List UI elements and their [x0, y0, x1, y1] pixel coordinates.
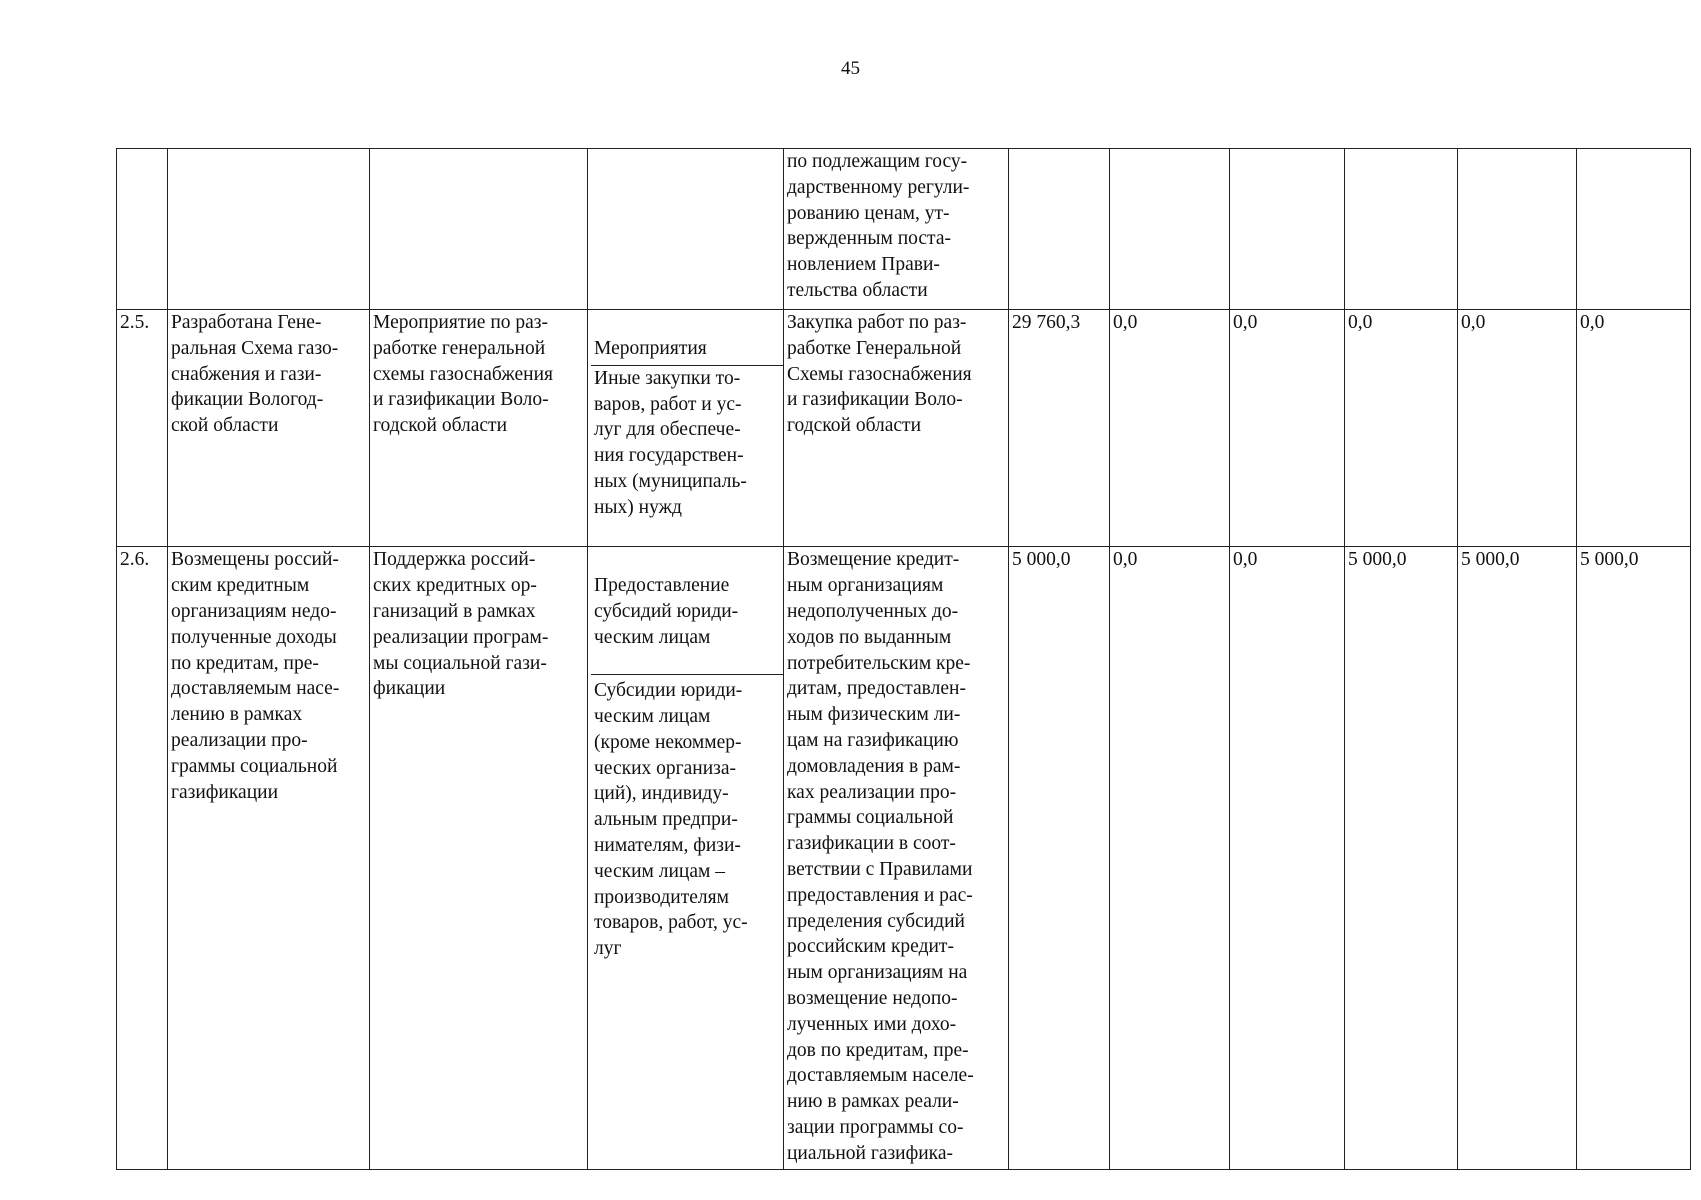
program-measures-table: [116, 148, 1691, 1170]
value-cell: 29 760,3: [1009, 310, 1110, 547]
table-row: [117, 547, 1691, 1170]
value-cell: 5 000,0: [1458, 547, 1577, 1170]
value-cell: [1345, 149, 1458, 310]
value-cell: 5 000,0: [1577, 547, 1691, 1170]
table-row: [117, 149, 1691, 310]
value-cell: 5 000,0: [1345, 547, 1458, 1170]
value-cell: [1230, 149, 1345, 310]
direction-primary: Мероприятия: [591, 336, 783, 366]
row-number-cell: [117, 149, 168, 310]
value-cell: 0,0: [1577, 310, 1691, 547]
value-cell: 0,0: [1345, 310, 1458, 547]
direction-cell: [588, 547, 784, 1170]
value-cell: [1458, 149, 1577, 310]
value-cell: 0,0: [1230, 310, 1345, 547]
row-number-cell: 2.5.: [117, 310, 168, 547]
value-cell: [1009, 149, 1110, 310]
direction-cell: [588, 310, 784, 547]
page-number: 45: [841, 58, 860, 79]
value-cell: [1577, 149, 1691, 310]
table-row: [117, 310, 1691, 547]
value-cell: 0,0: [1458, 310, 1577, 547]
value-cell: [1110, 149, 1230, 310]
measure-cell: Поддержка россий- ских кредитных ор- ганизаций в рамках реализации програм- мы социальной гази- фикации: [370, 547, 588, 1170]
measure-cell: Мероприятие по раз- работке генеральной схемы газоснабжения и газификации Воло- годской области: [370, 310, 588, 547]
description-cell: по подлежащим госу- дарственному регули- рованию ценам, ут- вержденным поста- новлением Прави- тельства области: [784, 149, 1009, 310]
direction-secondary: Субсидии юриди- ческим лицам (кроме некоммер- ческих организа- ций), индивиду- альным предпри- нимателям, физи- ческим лицам – производителям товаров, работ, ус- луг: [594, 680, 748, 960]
row-number-cell: 2.6.: [117, 547, 168, 1170]
measure-cell: [370, 149, 588, 310]
description-cell: Возмещение кредит- ным организациям недополученных до- ходов по выданным потребительским кре- дитам, предоставлен- ным физическим ли- цам на газификацию домовладения в рам- ках реализации про- граммы социальной газификации в соот- ветствии с Правилами предоставления и рас- пределения субсидий российским кредит- ным организациям на возмещение недопо- лученных ими дохо- дов по кредитам, пре- доставляемым населе- нию в рамках реали- зации программы со- циальной газифика-: [784, 547, 1009, 1170]
direction-cell: [588, 149, 784, 310]
result-cell: Разработана Гене- ральная Схема газо- снабжения и гази- фикации Вологод- ской области: [168, 310, 370, 547]
result-cell: Возмещены россий- ским кредитным организациям недо- полученные доходы по кредитам, пре- доставляемым насе- лению в рамках реализации про- граммы социальной газификации: [168, 547, 370, 1170]
value-cell: 5 000,0: [1009, 547, 1110, 1170]
direction-primary: Предоставление субсидий юриди- ческим лицам: [591, 573, 783, 675]
value-cell: 0,0: [1230, 547, 1345, 1170]
direction-secondary: Иные закупки то- варов, работ и ус- луг для обеспече- ния государствен- ных (муниципаль- ных) нужд: [594, 367, 747, 518]
value-cell: 0,0: [1110, 547, 1230, 1170]
result-cell: [168, 149, 370, 310]
value-cell: 0,0: [1110, 310, 1230, 547]
description-cell: Закупка работ по раз- работке Генеральной Схемы газоснабжения и газификации Воло- годской области: [784, 310, 1009, 547]
